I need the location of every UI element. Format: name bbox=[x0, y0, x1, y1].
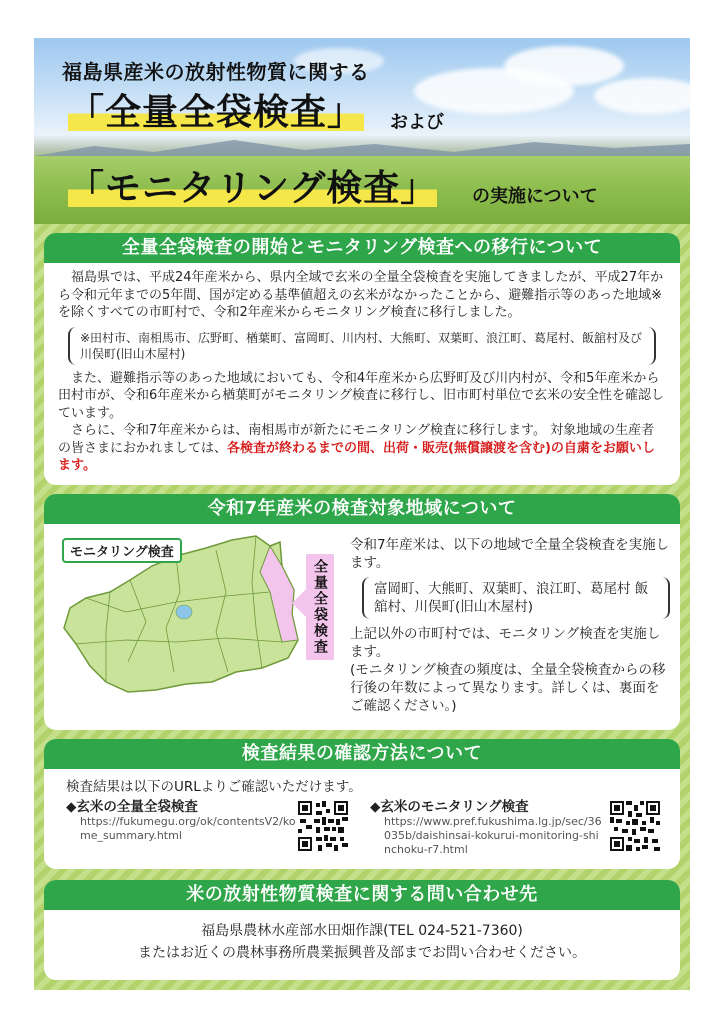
section-transition-para3 bbox=[44, 422, 680, 475]
para3-text: さらに、令和7年産米からは、南相馬市が新たにモニタリング検査に移行します。 対象地域の生産者の皆さまにおかれましては、 bbox=[58, 423, 655, 456]
section-contact-title: 米の放射性物質検査に関する問い合わせ先 bbox=[44, 880, 680, 910]
section-target-areas-title: 令和7年産米の検査対象地域について bbox=[44, 494, 680, 524]
target-area-description bbox=[350, 536, 670, 715]
target-area-text3: (モニタリング検査の頻度は、全量全袋検査からの移行後の年数によって異なります。詳しくは、裏面をご確認ください。) bbox=[350, 662, 666, 714]
section-contact bbox=[44, 880, 680, 980]
qr-code-monitoring-icon[interactable] bbox=[610, 801, 660, 851]
target-area-text2: 上記以外の市町村では、モニタリング検査を実施します。 bbox=[350, 626, 661, 660]
contact-office: 福島県農林水産部水田畑作課(TEL 024-521-7360) bbox=[201, 923, 523, 939]
full-inspection-label: 全量全袋検査 bbox=[312, 559, 328, 655]
section-transition bbox=[44, 233, 680, 485]
contact-alternative: またはお近くの農林事務所農業振興普及部までお問い合わせください。 bbox=[138, 945, 586, 961]
header-banner bbox=[34, 38, 690, 224]
section-transition-title: 全量全袋検査の開始とモニタリング検査への移行について bbox=[44, 233, 680, 263]
header-subtitle: 福島県産米の放射性物質に関する bbox=[62, 60, 370, 84]
link1-title: ◆玄米の全量全袋検査 bbox=[66, 799, 198, 815]
header-and: および bbox=[390, 112, 444, 133]
header-title-full-inspection: 「全量全袋検査」 bbox=[68, 84, 364, 135]
results-intro: 検査結果は以下のURLよりご確認いただけます。 bbox=[66, 779, 362, 795]
header-tail: の実施について bbox=[472, 186, 598, 207]
excluded-areas-note: ※田村市、南相馬市、広野町、楢葉町、富岡町、川内村、大熊町、双葉町、浪江町、葛尾村、飯舘村及び川俣町(旧山木屋村) bbox=[68, 327, 656, 365]
section-transition-para1: 福島県では、平成24年産米から、県内全域で玄米の全量全袋検査を実施してきましたが、平成27年から令和元年までの5年間、国が定める基準値超えの玄米がなかったことから、避難指示等のあった地域※を除くすべての市町村で、令和2年産米からモニタリング検査に移行しました。 bbox=[58, 270, 664, 320]
monitoring-label: モニタリング検査 bbox=[62, 538, 182, 563]
section-target-areas bbox=[44, 494, 680, 730]
header-title-monitoring: 「モニタリング検査」 bbox=[68, 160, 437, 211]
link2-title: ◆玄米のモニタリング検査 bbox=[370, 799, 529, 815]
link-monitoring bbox=[370, 795, 602, 857]
section-results-title: 検査結果の確認方法について bbox=[44, 739, 680, 769]
self-restraint-request: 各検査が終わるまでの間、出荷・販売(無償譲渡を含む)の自粛をお願いします。 bbox=[58, 440, 655, 473]
link1-url[interactable]: https://fukumegu.org/ok/contentsV2/kome_summary.html bbox=[80, 815, 296, 842]
full-inspection-areas: 富岡町、大熊町、双葉町、浪江町、葛尾村 飯舘村、川俣町(旧山木屋村) bbox=[362, 577, 670, 619]
full-inspection-label-box bbox=[306, 554, 334, 660]
section-transition-para2: また、避難指示等のあった地域においても、令和4年産米から広野町及び川内村が、令和5年産米から田村市が、令和6年産米から楢葉町がモニタリング検査に移行し、旧市町村単位で玄米の安全性を確認しています。 bbox=[58, 370, 665, 421]
section-results bbox=[44, 739, 680, 869]
flyer-frame bbox=[34, 38, 690, 990]
link2-url[interactable]: https://www.pref.fukushima.lg.jp/sec/36035b/daishinsai-kokurui-monitoring-shinchoku-r7.html bbox=[384, 815, 602, 856]
full-inspection-arrow bbox=[292, 589, 306, 617]
qr-code-full-inspection-icon[interactable] bbox=[298, 801, 348, 851]
link-full-inspection bbox=[66, 795, 296, 843]
target-area-text1: 令和7年産米は、以下の地域で全量全袋検査を実施します。 bbox=[350, 537, 670, 571]
